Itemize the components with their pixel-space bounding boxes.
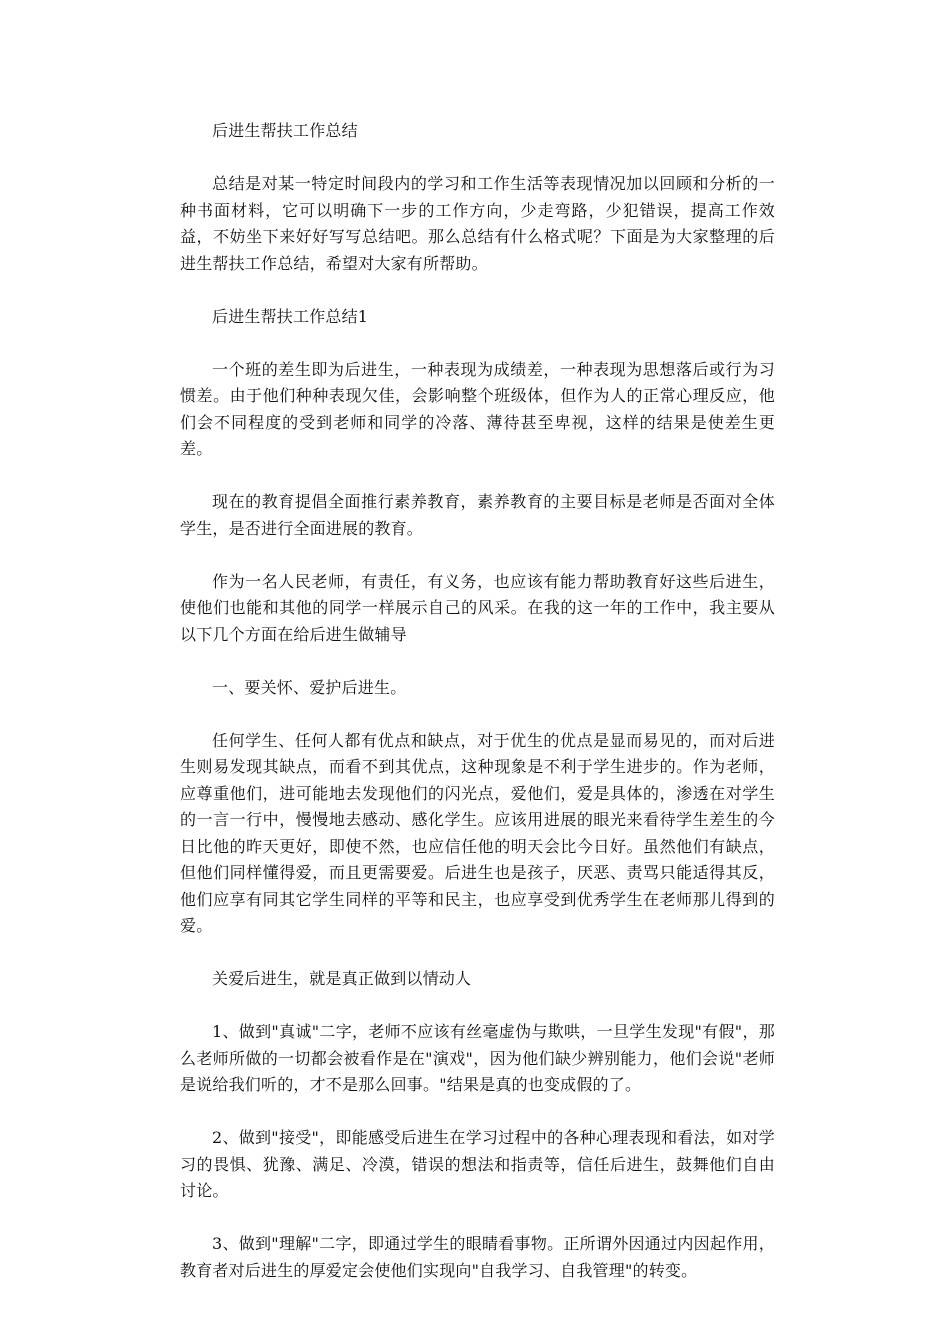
section-subtitle: 后进生帮扶工作总结1	[212, 306, 369, 326]
paragraph-4: 任何学生、任何人都有优点和缺点，对于优生的优点是显而易见的，而对后进生则易发现其缺点，而看不到其优点，这种现象是不利于学生进步的。作为老师，应尊重他们，进可能地去发现他们的闪光点，爱他们，爱是具体的，渗透在对学生的一言一行中，慢慢地去感动、感化学生。应该用进展的眼光来看待学生差生的今日比他的昨天更好，即使不然，也应信任他的明天会比今日好。虽然他们有缺点，但他们同样懂得爱，而且更需要爱。后进生也是孩子，厌恶、责骂只能适得其反，他们应享有同其它学生同样的平等和民主，也应享受到优秀学生在老师那儿得到的爱。	[180, 730, 775, 935]
intro-paragraph: 总结是对某一特定时间段内的学习和工作生活等表现情况加以回顾和分析的一种书面材料，它可以明确下一步的工作方向，少走弯路，少犯错误，提高工作效益，不妨坐下来好好写写总结吧。那么总结有什么格式呢？下面是为大家整理的后进生帮扶工作总结，希望对大家有所帮助。	[180, 174, 775, 273]
document-title: 后进生帮扶工作总结	[212, 121, 358, 140]
document-page	[180, 118, 775, 1284]
list-item-1: 1、做到"真诚"二字，老师不应该有丝毫虚伪与欺哄，一旦学生发现"有假"，那么老师所做的一切都会被看作是在"演戏"，因为他们缺少辨别能力，他们会说"老师是说给我们听的，才不是那么回事。"结果是真的也变成假的了。	[180, 1022, 775, 1094]
list-item-3: 3、做到"理解"二字，即通过学生的眼睛看事物。正所谓外因通过内因起作用，教育者对后进生的厚爱定会使他们实现向"自我学习、自我管理"的转变。	[180, 1234, 775, 1280]
paragraph-5: 关爱后进生，就是真正做到以情动人	[212, 969, 472, 988]
section-heading-1: 一、要关怀、爱护后进生。	[212, 677, 407, 697]
paragraph-2: 现在的教育提倡全面推行素养教育，素养教育的主要目标是老师是否面对全体学生，是否进行全面进展的教育。	[180, 492, 775, 538]
paragraph-3: 作为一名人民老师，有责任，有义务，也应该有能力帮助教育好这些后进生，使他们也能和其他的同学一样展示自己的风采。在我的这一年的工作中，我主要从以下几个方面在给后进生做辅导	[180, 571, 775, 644]
paragraph-1: 一个班的差生即为后进生，一种表现为成绩差，一种表现为思想落后或行为习惯差。由于他们种种表现欠佳，会影响整个班级体，但作为人的正常心理反应，他们会不同程度的受到老师和同学的冷落、薄待甚至卑视，这样的结果是使差生更差。	[180, 359, 775, 458]
list-item-2: 2、做到"接受"，即能感受后进生在学习过程中的各种心理表现和看法，如对学习的畏惧、犹豫、满足、冷漠，错误的想法和指责等，信任后进生，鼓舞他们自由讨论。	[180, 1128, 775, 1200]
